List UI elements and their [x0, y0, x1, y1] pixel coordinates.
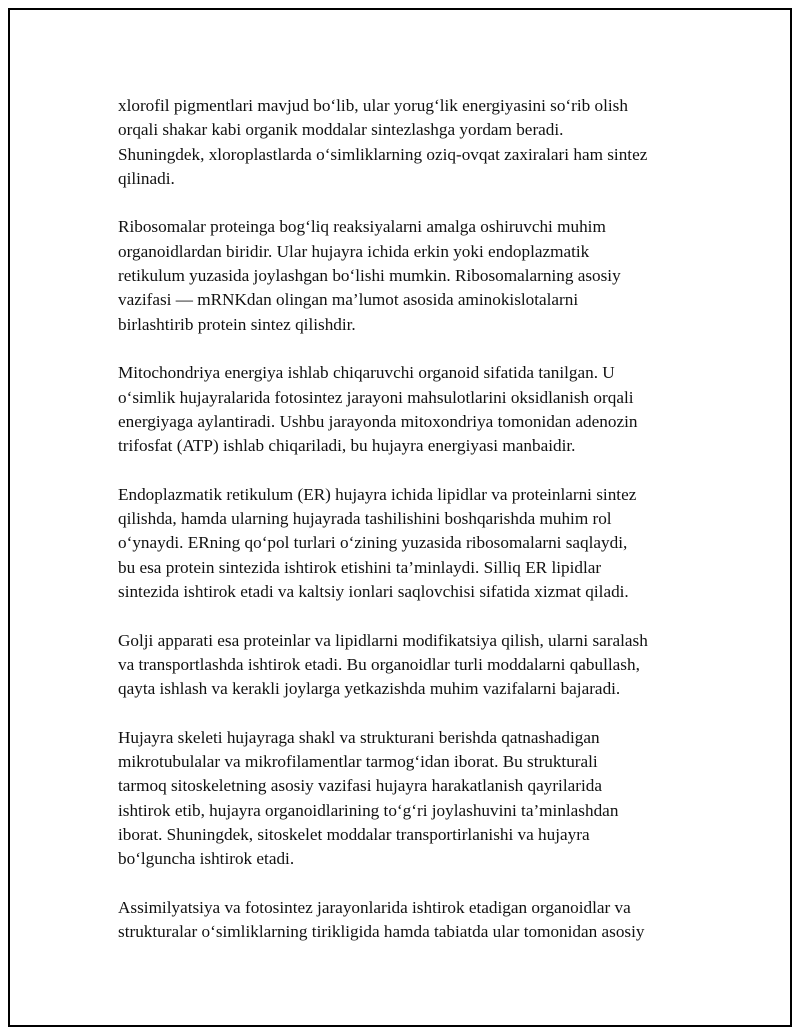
text-line: energiyaga aylantiradi. Ushbu jarayonda mitoxondriya tomonidan adenozin [118, 411, 638, 431]
paragraph-assimilation [118, 896, 693, 945]
text-line: tarmoq sitoskeletning asosiy vazifasi hujayra harakatlanish qayrilarida [118, 776, 602, 796]
text-line: Ribosomalar proteinga bog‘liq reaksiyalarni amalga oshiruvchi muhim [118, 217, 606, 237]
text-line: Golji apparati esa proteinlar va lipidlarni modifikatsiya qilish, ularni saralash [118, 630, 648, 650]
text-line: qilinadi. [118, 168, 175, 188]
text-line: Endoplazmatik retikulum (ER) hujayra ichida lipidlar va proteinlarni sintez [118, 484, 637, 504]
text-line: vazifasi — mRNKdan olingan ma’lumot asosida aminokislotalarni [118, 290, 579, 310]
text-line: sintezida ishtirok etadi va kaltsiy ionlari saqlovchisi sifatida xizmat qiladi. [118, 581, 629, 601]
text-line: bo‘lguncha ishtirok etadi. [118, 849, 295, 869]
text-line: ishtirok etib, hujayra organoidlarining to‘g‘ri joylashuvini ta’minlashdan [118, 800, 619, 820]
text-line: bu esa protein sintezida ishtirok etishini ta’minlaydi. Silliq ER lipidlar [118, 557, 602, 577]
paragraph-cytoskeleton [118, 726, 693, 872]
text-line: organoidlardan biridir. Ular hujayra ichida erkin yoki endoplazmatik [118, 241, 590, 261]
text-line: birlashtirib protein sintez qilishdir. [118, 314, 356, 334]
text-line: retikulum yuzasida joylashgan bo‘lishi mumkin. Ribosomalarning asosiy [118, 266, 621, 286]
text-line: Shuningdek, xloroplastlarda o‘simliklarning oziq-ovqat zaxiralari ham sintez [118, 144, 648, 164]
text-line: o‘ynaydi. ERning qo‘pol turlari o‘zining yuzasida ribosomalarni saqlaydi, [118, 533, 628, 553]
text-line: strukturalar o‘simliklarning tirikligida hamda tabiatda ular tomonidan asosiy [118, 922, 645, 942]
paragraph-ribosomes [118, 215, 693, 336]
paragraph-golgi [118, 629, 693, 702]
text-line: trifosfat (ATP) ishlab chiqariladi, bu hujayra energiyasi manbaidir. [118, 436, 576, 456]
text-line: orqali shakar kabi organik moddalar sintezlashga yordam beradi. [118, 120, 564, 140]
text-line: va transportlashda ishtirok etadi. Bu organoidlar turli moddalarni qabullash, [118, 654, 640, 674]
text-line: qilishda, hamda ularning hujayrada tashilishini boshqarishda muhim rol [118, 509, 612, 529]
paragraph-mitochondria [118, 361, 693, 458]
paragraph-chloroplasts [118, 94, 693, 191]
text-line: Hujayra skeleti hujayraga shakl va strukturani berishda qatnashadigan [118, 727, 600, 747]
text-line: iborat. Shuningdek, sitoskelet moddalar transportirlanishi va hujayra [118, 824, 590, 844]
text-line: qayta ishlash va kerakli joylarga yetkazishda muhim vazifalarni bajaradi. [118, 679, 621, 699]
document-body [118, 94, 693, 969]
text-line: o‘simlik hujayralarida fotosintez jarayoni mahsulotlarini oksidlanish orqali [118, 387, 634, 407]
text-line: xlorofil pigmentlari mavjud bo‘lib, ular yorug‘lik energiyasini so‘rib olish [118, 96, 628, 115]
text-line: Assimilyatsiya va fotosintez jarayonlarida ishtirok etadigan organoidlar va [118, 897, 631, 917]
text-line: mikrotubulalar va mikrofilamentlar tarmog‘idan iborat. Bu strukturali [118, 752, 598, 772]
paragraph-endoplasmic-reticulum [118, 483, 693, 604]
text-line: Mitochondriya energiya ishlab chiqaruvchi organoid sifatida tanilgan. U [118, 363, 615, 383]
